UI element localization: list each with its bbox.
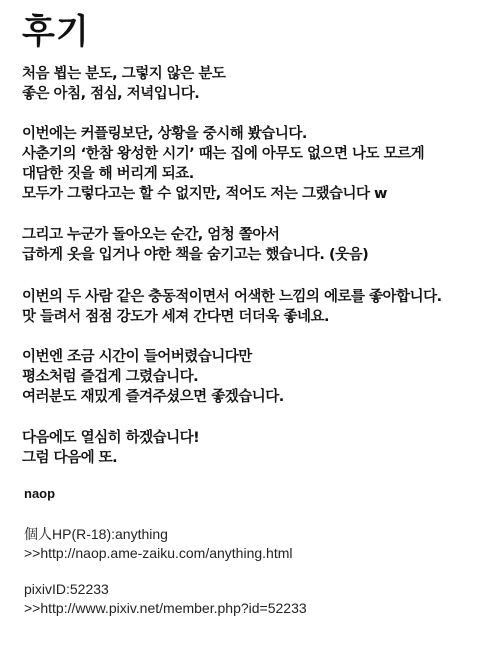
text-line: 이번엔 조금 시간이 들어버렸습니다만	[22, 349, 252, 365]
text-line: 모두가 그렇다고는 할 수 없지만, 적어도 저는 그랬습니다 w	[22, 186, 387, 202]
pixiv-url[interactable]: >>http://www.pixiv.net/member.php?id=52233	[24, 600, 307, 616]
paragraph-preference	[22, 287, 442, 327]
text-line: 이번에는 커플링보단, 상황을 중시해 봤습니다.	[22, 126, 307, 142]
paragraph-return	[22, 225, 368, 265]
text-line: 다음에도 열심히 하겠습니다!	[22, 430, 200, 446]
homepage-url[interactable]: >>http://naop.ame-zaiku.com/anything.html	[24, 545, 293, 561]
text-line: 대담한 짓을 해 버리게 되죠.	[22, 166, 194, 182]
text-line: 처음 뵙는 분도, 그렇지 않은 분도	[22, 66, 226, 82]
pixiv-id-label: pixivID:52233	[24, 581, 109, 597]
page-title: 후기	[22, 12, 90, 52]
text-line: 그럼 다음에 또.	[22, 450, 118, 466]
text-line: 그리고 누군가 돌아오는 순간, 엄청 쫄아서	[22, 227, 280, 243]
homepage-link-block	[24, 525, 292, 563]
pixiv-link-block	[24, 580, 307, 618]
text-line: 사춘기의 ‘한참 왕성한 시기’ 때는 집에 아무도 없으면 나도 모르게	[22, 146, 425, 162]
text-line: 여러분도 재밌게 즐겨주셨으면 좋겠습니다.	[22, 389, 284, 405]
paragraph-greeting	[22, 64, 225, 104]
text-line: 평소처럼 즐겁게 그렸습니다.	[22, 369, 199, 385]
author-name: naop	[24, 486, 56, 501]
text-line: 좋은 아침, 점심, 저녁입니다.	[22, 86, 200, 102]
text-line: 이번의 두 사람 같은 충동적이면서 어색한 느낌의 에로를 좋아합니다.	[22, 289, 442, 305]
paragraph-situation	[22, 124, 424, 204]
paragraph-thanks	[22, 347, 284, 407]
paragraph-closing	[22, 428, 199, 468]
homepage-label: 個人HP(R-18):anything	[24, 526, 168, 542]
text-line: 급하게 옷을 입거나 야한 책을 숨기고는 했습니다. (웃음)	[22, 247, 369, 263]
text-line: 맛 들려서 점점 강도가 세져 간다면 더더욱 좋네요.	[22, 309, 329, 325]
